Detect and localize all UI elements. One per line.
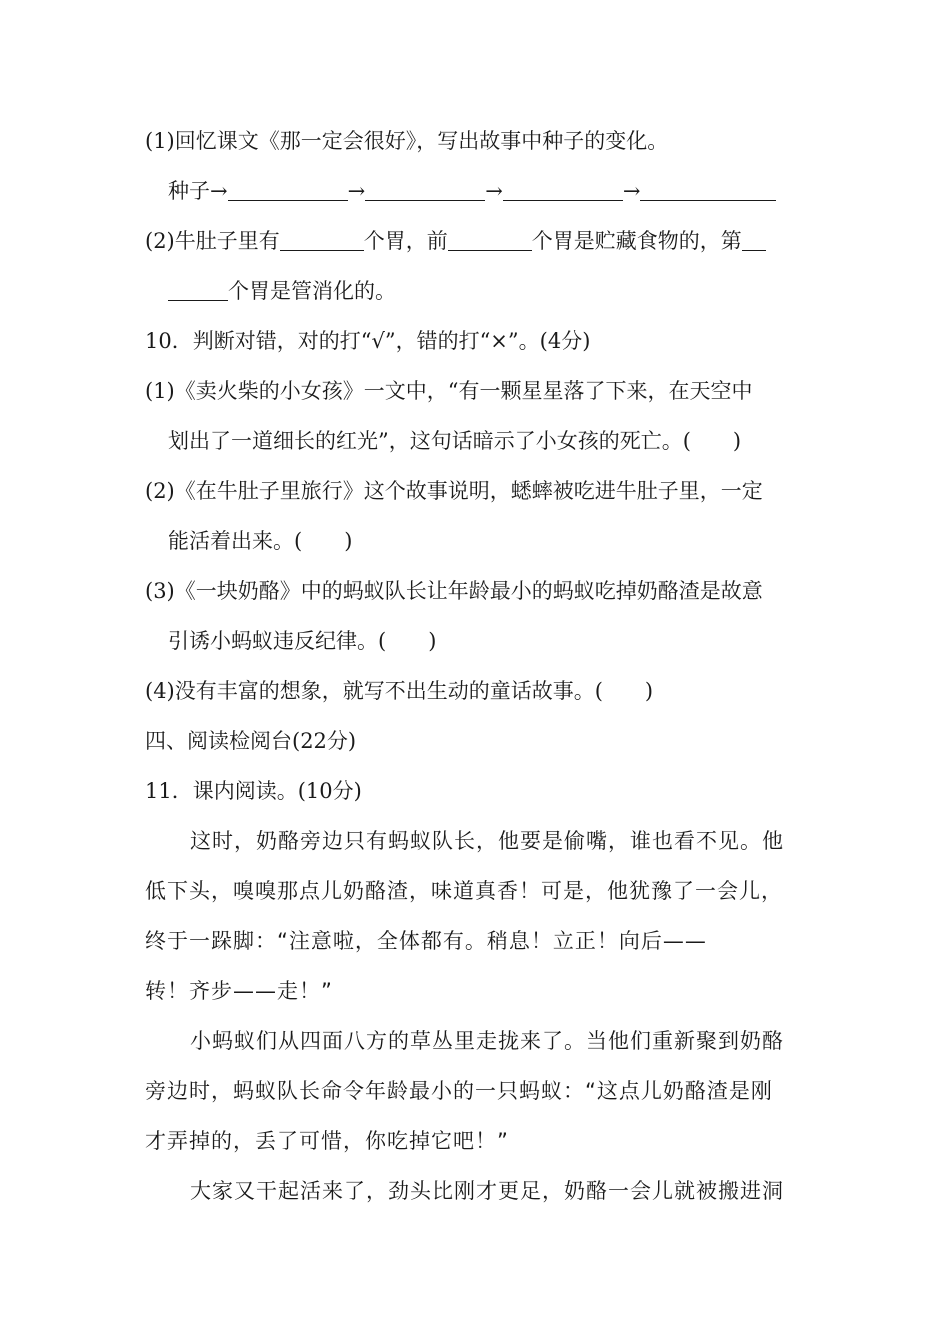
passage-line-2: 低下头，嗅嗅那点儿奶酪渣，味道真香！可是，他犹豫了一会儿，	[145, 879, 783, 903]
seed-blank-1[interactable]	[228, 180, 348, 201]
q10-item3-line1: (3)《一块奶酪》中的蚂蚁队长让年龄最小的蚂蚁吃掉奶酪渣是故意	[145, 579, 763, 603]
q9-sub2-text-c: 个胃是贮藏食物的，第	[531, 229, 742, 253]
arrow-2: →	[347, 179, 366, 203]
q9-sub1-prompt: (1)回忆课文《那一定会很好》，写出故事中种子的变化。	[145, 129, 669, 153]
q10-item2-line2: 能活着出来。( )	[168, 529, 353, 553]
q9-sub2-line1	[145, 226, 766, 256]
q10-item4-line1: (4)没有丰富的想象，就写不出生动的童话故事。( )	[145, 679, 654, 703]
stomach-count-blank[interactable]	[280, 230, 364, 251]
q11-heading: 11．课内阅读。(10分)	[145, 779, 362, 803]
passage-line-5: 小蚂蚁们从四面八方的草丛里走拢来了。当他们重新聚到奶酪	[190, 1029, 784, 1053]
q9-sub2-text-a: (2)牛肚子里有	[145, 229, 280, 253]
arrow-3: →	[485, 179, 503, 203]
q9-sub2-text-b: 个胃，前	[363, 229, 448, 253]
digest-stomach-blank-end[interactable]	[168, 280, 228, 301]
passage-line-3: 终于一跺脚：“注意啦，全体都有。稍息！立正！向后——	[145, 929, 707, 953]
chain-start-label: 种子	[168, 179, 210, 203]
passage-line-8: 大家又干起活来了，劲头比刚才更足，奶酪一会儿就被搬进洞	[190, 1179, 784, 1203]
q9-sub2-line2	[168, 276, 396, 306]
q10-item1-line1: (1)《卖火柴的小女孩》一文中，“有一颗星星落了下来，在天空中	[145, 379, 753, 403]
section4-heading: 四、阅读检阅台(22分)	[145, 729, 357, 753]
q10-heading: 10．判断对错，对的打“√”，错的打“×”。(4分)	[145, 329, 591, 353]
arrow-1: →	[210, 179, 228, 203]
arrow-4: →	[622, 179, 641, 203]
passage-line-1: 这时，奶酪旁边只有蚂蚁队长，他要是偷嘴，谁也看不见。他	[190, 829, 784, 853]
passage-line-7: 才弄掉的，丢了可惜，你吃掉它吧！”	[145, 1129, 509, 1153]
passage-line-6: 旁边时，蚂蚁队长命令年龄最小的一只蚂蚁：“这点儿奶酪渣是刚	[145, 1079, 773, 1103]
seed-blank-4[interactable]	[640, 180, 776, 201]
seed-blank-2[interactable]	[365, 180, 485, 201]
q9-sub2-text-d: 个胃是管消化的。	[228, 279, 396, 303]
q10-item1-line2: 划出了一道细长的红光”，这句话暗示了小女孩的死亡。( )	[168, 429, 742, 453]
passage-line-4: 转！齐步——走！”	[145, 979, 333, 1003]
q10-item2-line1: (2)《在牛肚子里旅行》这个故事说明，蟋蟀被吃进牛肚子里，一定	[145, 479, 763, 503]
seed-change-chain	[168, 176, 776, 206]
storage-stomach-blank[interactable]	[448, 230, 532, 251]
digest-stomach-blank-start[interactable]	[742, 230, 766, 251]
seed-blank-3[interactable]	[503, 180, 623, 201]
q10-item3-line2: 引诱小蚂蚁违反纪律。( )	[168, 629, 437, 653]
